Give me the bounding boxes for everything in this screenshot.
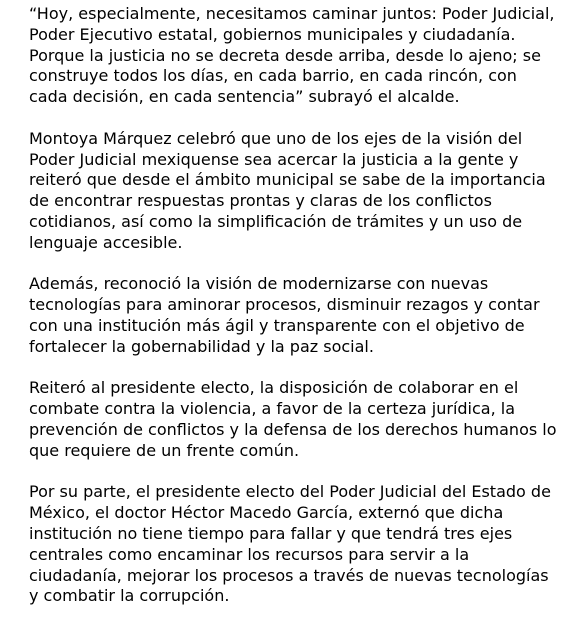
article-paragraph-5: Por su parte, el presidente electo del Poder Judicial del Estado de México, el doctor Héctor Macedo García, externó que dicha institución no tiene tiempo para fallar y que tendrá tres ejes centrales como encaminar los recursos para servir a la ciudadanía, mejorar los procesos a través de nuevas tecnologías y combatir la corrupción. [29, 482, 551, 606]
article-paragraph-3: Además, reconoció la visión de modernizarse con nuevas tecnologías para aminorar procesos, disminuir rezagos y contar con una institución más ágil y transparente con el objetivo de fortalecer la gobernabilidad y la paz social. [29, 274, 540, 356]
article-paragraph-4: Reiteró al presidente electo, la disposición de colaborar en el combate contra la violencia, a favor de la certeza jurídica, la prevención de conflictos y la defensa de los derechos humanos lo que requiere de un frente común. [29, 378, 557, 460]
article-paragraph-1: “Hoy, especialmente, necesitamos caminar juntos: Poder Judicial, Poder Ejecutivo estatal, gobiernos municipales y ciudadanía. Porque la justicia no se decreta desde arriba, desde lo ajeno; se construye todos los días, en cada barrio, en cada rincón, con cada decisión, en cada sentencia” subrayó el alcalde. [29, 4, 555, 107]
article-paragraph-2: Montoya Márquez celebró que uno de los ejes de la visión del Poder Judicial mexiquense sea acercar la justicia a la gente y reiteró que desde el ámbito municipal se sabe de la importancia de encontrar respuestas prontas y claras de los conflictos cotidianos, así como la simplificación de trámites y un uso de lenguaje accesible. [29, 128, 546, 252]
article-body [29, 4, 559, 628]
